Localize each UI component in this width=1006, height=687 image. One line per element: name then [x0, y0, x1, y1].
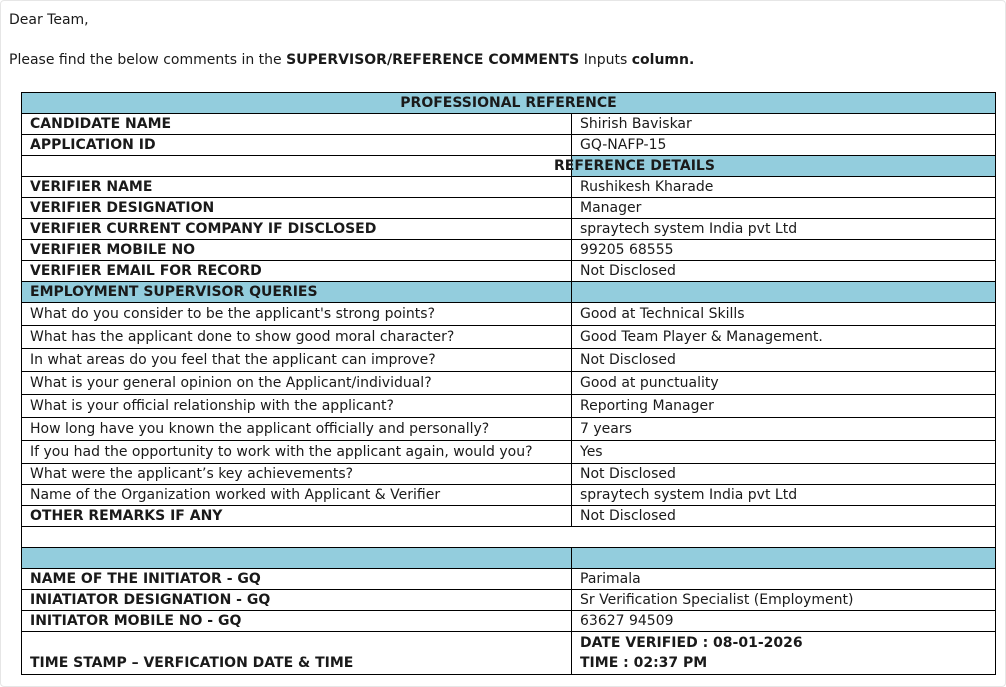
timestamp-row: [22, 632, 996, 675]
answer-text: Good at punctuality: [572, 372, 996, 395]
table-row: [22, 464, 996, 485]
table-row: [22, 261, 996, 282]
question-text: What were the applicant’s key achievements?: [22, 464, 572, 485]
professional-reference-table: [21, 92, 996, 675]
question-text: What is your official relationship with the applicant?: [22, 395, 572, 418]
time-verified: TIME : 02:37 PM: [580, 655, 708, 671]
blank-cyan-row: [22, 548, 996, 569]
table-row: [22, 326, 996, 349]
other-remarks-value: Not Disclosed: [572, 506, 996, 527]
initiator-designation-label: INIATIATOR DESIGNATION - GQ: [22, 590, 572, 611]
answer-text: Good at Technical Skills: [572, 303, 996, 326]
verifier-company-value: spraytech system India pvt Ltd: [572, 219, 996, 240]
verifier-name-label: VERIFIER NAME: [22, 177, 572, 198]
answer-text: Good Team Player & Management.: [572, 326, 996, 349]
reference-details-row: [22, 156, 996, 177]
table-row: [22, 177, 996, 198]
intro-pre: Please find the below comments in the: [9, 52, 287, 68]
verifier-mobile-value: 99205 68555: [572, 240, 996, 261]
verifier-designation-value: Manager: [572, 198, 996, 219]
table-row: [22, 611, 996, 632]
verifier-name-value: Rushikesh Kharade: [572, 177, 996, 198]
table-row: [22, 441, 996, 464]
blank-cyan-cell-right: [572, 548, 996, 569]
verifier-company-label: VERIFIER CURRENT COMPANY IF DISCLOSED: [22, 219, 572, 240]
timestamp-value: [572, 632, 996, 675]
table-row: [22, 135, 996, 156]
initiator-name-value: Parimala: [572, 569, 996, 590]
table-row: [22, 569, 996, 590]
table-row: [22, 349, 996, 372]
intro-mid: Inputs: [579, 52, 632, 68]
date-verified: DATE VERIFIED : 08-01-2026: [580, 635, 803, 651]
verifier-email-value: Not Disclosed: [572, 261, 996, 282]
table-row: [22, 240, 996, 261]
table-row: [22, 114, 996, 135]
answer-text: Not Disclosed: [572, 464, 996, 485]
question-text: How long have you known the applicant officially and personally?: [22, 418, 572, 441]
question-text: What do you consider to be the applicant's strong points?: [22, 303, 572, 326]
other-remarks-label: OTHER REMARKS IF ANY: [22, 506, 572, 527]
table-row: [22, 485, 996, 506]
candidate-name-label: CANDIDATE NAME: [22, 114, 572, 135]
greeting-text: Dear Team,: [9, 12, 89, 28]
table-row: [22, 303, 996, 326]
reference-details-title-cell: [554, 156, 996, 177]
application-id-label: APPLICATION ID: [22, 135, 572, 156]
question-text: What has the applicant done to show good moral character?: [22, 326, 572, 349]
reference-details-blank: [22, 156, 572, 177]
verifier-mobile-label: VERIFIER MOBILE NO: [22, 240, 572, 261]
question-text: What is your general opinion on the Applicant/individual?: [22, 372, 572, 395]
question-text: Name of the Organization worked with Applicant & Verifier: [22, 485, 572, 506]
queries-title: EMPLOYMENT SUPERVISOR QUERIES: [22, 282, 572, 303]
blank-cyan-cell-left: [22, 548, 572, 569]
queries-header-blank: [572, 282, 996, 303]
table-row: [22, 418, 996, 441]
answer-text: Yes: [572, 441, 996, 464]
table-row: [22, 219, 996, 240]
question-text: In what areas do you feel that the applicant can improve?: [22, 349, 572, 372]
answer-text: Not Disclosed: [572, 349, 996, 372]
intro-bold-column: column.: [631, 52, 695, 68]
application-id-value: GQ-NAFP-15: [572, 135, 996, 156]
table-title: PROFESSIONAL REFERENCE: [22, 93, 996, 114]
verifier-email-label: VERIFIER EMAIL FOR RECORD: [22, 261, 572, 282]
reference-details-title: REFERENCE DETAILS: [554, 158, 715, 174]
answer-text: Reporting Manager: [572, 395, 996, 418]
initiator-mobile-label: INITIATOR MOBILE NO - GQ: [22, 611, 572, 632]
table-row: [22, 506, 996, 527]
intro-bold-column-name: SUPERVISOR/REFERENCE COMMENTS: [286, 52, 580, 68]
verifier-designation-label: VERIFIER DESIGNATION: [22, 198, 572, 219]
table-row: [22, 372, 996, 395]
blank-cell: [22, 527, 996, 548]
table-row: [22, 198, 996, 219]
table-row: [22, 590, 996, 611]
blank-row: [22, 527, 996, 548]
intro-paragraph: [9, 52, 694, 68]
answer-text: 7 years: [572, 418, 996, 441]
initiator-name-label: NAME OF THE INITIATOR - GQ: [22, 569, 572, 590]
initiator-mobile-value: 63627 94509: [572, 611, 996, 632]
initiator-designation-value: Sr Verification Specialist (Employment): [572, 590, 996, 611]
table-row: [22, 395, 996, 418]
table-title-row: [22, 93, 996, 114]
timestamp-label: TIME STAMP – VERFICATION DATE & TIME: [22, 632, 572, 675]
queries-header-row: [22, 282, 996, 303]
answer-text: spraytech system India pvt Ltd: [572, 485, 996, 506]
candidate-name-value: Shirish Baviskar: [572, 114, 996, 135]
question-text: If you had the opportunity to work with the applicant again, would you?: [22, 441, 572, 464]
